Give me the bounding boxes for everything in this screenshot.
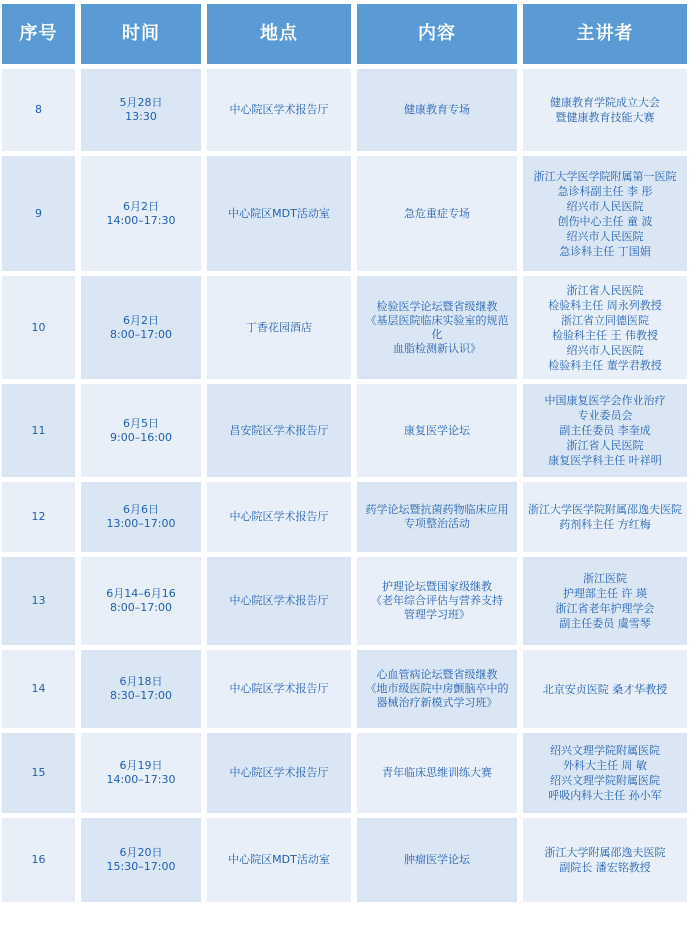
cell-time: 6月6日 13:00–17:00 [81,482,201,552]
header-no: 序号 [2,4,75,64]
table-header-row [2,4,697,64]
cell-no: 8 [2,69,75,151]
cell-place: 丁香花园酒店 [207,276,351,379]
cell-no: 12 [2,482,75,552]
cell-place: 中心院区学术报告厅 [207,733,351,813]
cell-no: 9 [2,156,75,271]
table-row [2,384,697,477]
cell-speaker: 浙江大学附属邵逸夫医院 副院长 潘宏铭教授 [523,818,687,902]
cell-place: 昌安院区学术报告厅 [207,384,351,477]
cell-content: 肿瘤医学论坛 [357,818,517,902]
cell-place: 中心院区学术报告厅 [207,482,351,552]
cell-content: 心血管病论坛暨省级继教 《地市级医院中房颤脑卒中的 器械治疗新模式学习班》 [357,650,517,728]
cell-speaker: 浙江大学医学院附属邵逸夫医院 药剂科主任 方红梅 [523,482,687,552]
header-speaker: 主讲者 [523,4,687,64]
cell-no: 14 [2,650,75,728]
table-row [2,156,697,271]
table-row [2,650,697,728]
cell-place: 中心院区学术报告厅 [207,69,351,151]
cell-time: 6月18日 8:30–17:00 [81,650,201,728]
cell-content: 急危重症专场 [357,156,517,271]
cell-speaker: 北京安贞医院 桑才华教授 [523,650,687,728]
table-row [2,482,697,552]
table-row [2,557,697,645]
cell-speaker: 浙江省人民医院 检验科主任 周永列教授 浙江省立同德医院 检验科主任 王 伟教授 绍兴市人民医院 检验科主任 董学君教授 [523,276,687,379]
cell-place: 中心院区学术报告厅 [207,650,351,728]
header-time: 时间 [81,4,201,64]
cell-time: 6月2日 14:00–17:30 [81,156,201,271]
cell-time: 6月5日 9:00–16:00 [81,384,201,477]
cell-speaker: 浙江医院 护理部主任 许 瑛 浙江省老年护理学会 副主任委员 虞雪琴 [523,557,687,645]
cell-speaker: 浙江大学医学院附属第一医院 急诊科副主任 李 彤 绍兴市人民医院 创伤中心主任 童 波 绍兴市人民医院 急诊科主任 丁国娟 [523,156,687,271]
cell-content: 康复医学论坛 [357,384,517,477]
cell-content: 健康教育专场 [357,69,517,151]
cell-no: 13 [2,557,75,645]
cell-speaker: 绍兴文理学院附属医院 外科大主任 周 敏 绍兴文理学院附属医院 呼吸内科大主任 孙小军 [523,733,687,813]
header-place: 地点 [207,4,351,64]
cell-content: 药学论坛暨抗菌药物临床应用 专项整治活动 [357,482,517,552]
cell-place: 中心院区学术报告厅 [207,557,351,645]
cell-time: 6月20日 15:30–17:00 [81,818,201,902]
table-row [2,733,697,813]
cell-time: 5月28日 13:30 [81,69,201,151]
table-row [2,69,697,151]
header-content: 内容 [357,4,517,64]
cell-speaker: 健康教育学院成立大会 暨健康教育技能大赛 [523,69,687,151]
cell-no: 10 [2,276,75,379]
cell-place: 中心院区MDT活动室 [207,156,351,271]
cell-time: 6月14–6月16 8:00–17:00 [81,557,201,645]
cell-no: 16 [2,818,75,902]
cell-time: 6月19日 14:00–17:30 [81,733,201,813]
cell-content: 护理论坛暨国家级继教 《老年综合评估与营养支持 管理学习班》 [357,557,517,645]
cell-no: 15 [2,733,75,813]
cell-place: 中心院区MDT活动室 [207,818,351,902]
cell-speaker: 中国康复医学会作业治疗 专业委员会 副主任委员 李奎成 浙江省人民医院 康复医学科主任 叶祥明 [523,384,687,477]
table-row [2,818,697,902]
cell-content: 青年临床思维训练大赛 [357,733,517,813]
table-row [2,276,697,379]
cell-content: 检验医学论坛暨省级继教 《基层医院临床实验室的规范化 血脂检测新认识》 [357,276,517,379]
cell-no: 11 [2,384,75,477]
cell-time: 6月2日 8:00–17:00 [81,276,201,379]
